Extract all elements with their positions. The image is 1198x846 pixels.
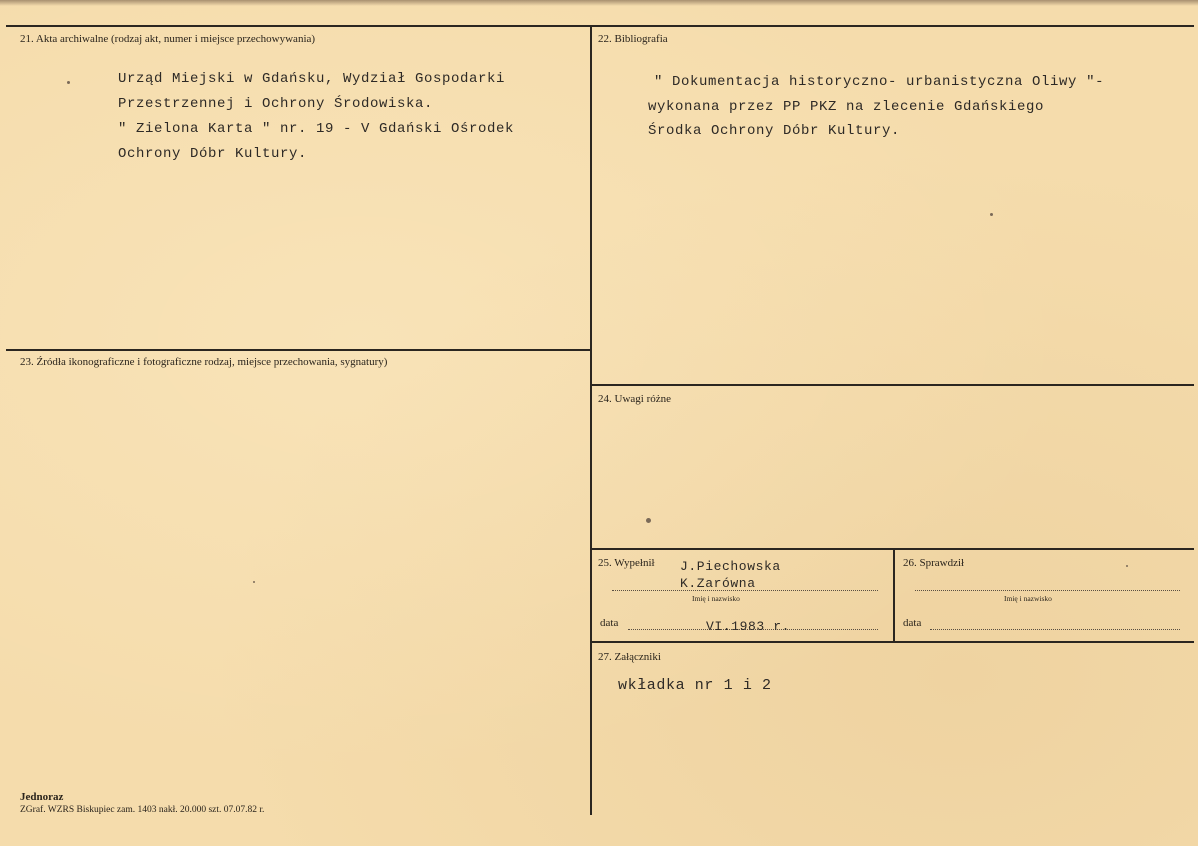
paper-speck — [990, 213, 993, 216]
section-24-label: 24. Uwagi różne — [598, 393, 672, 405]
filled-by-name-2: K.Zarówna — [680, 576, 756, 591]
section-26-label: 26. Sprawdził — [903, 557, 965, 569]
paper-speck — [253, 581, 255, 583]
bibliography-line-1: " Dokumentacja historyczno- urbanistyczna Oliwy "- — [654, 74, 1105, 90]
section-23-label: 23. Źródła ikonograficzne i fotograficzne rodzaj, miejsce przechowania, sygnatury) — [20, 356, 388, 368]
filled-by-name-1: J.Piechowska — [680, 559, 781, 574]
paper-speck — [1126, 565, 1128, 567]
divider-25-26 — [893, 548, 895, 642]
archival-line-2: Przestrzennej i Ochrony Środowiska. — [118, 96, 434, 112]
name-dotted-line-26 — [915, 590, 1180, 591]
center-divider — [590, 25, 592, 815]
rule-21-23 — [6, 349, 590, 351]
date-label-26: data — [903, 617, 922, 629]
section-22-label: 22. Bibliografia — [598, 33, 668, 45]
name-caption-25: Imię i nazwisko — [692, 594, 740, 603]
bibliography-line-2: wykonana przez PP PKZ na zlecenie Gdańskiego — [648, 99, 1045, 115]
bibliography-line-3: Środka Ochrony Dóbr Kultury. — [648, 123, 901, 139]
paper-speck — [67, 81, 70, 84]
date-label-25: data — [600, 617, 619, 629]
name-caption-26: Imię i nazwisko — [1004, 594, 1052, 603]
archival-line-3: " Zielona Karta " nr. 19 - V Gdański Ośrodek — [118, 121, 515, 137]
footer-print-info: ZGraf. WZRS Biskupiec zam. 1403 nakł. 20.000 szt. 07.07.82 r. — [20, 805, 265, 815]
section-21-label: 21. Akta archiwalne (rodzaj akt, numer i miejsce przechowywania) — [20, 33, 316, 45]
name-dotted-line-25 — [612, 590, 878, 591]
rule-25-27 — [592, 641, 1194, 643]
filled-date: VI.1983 r. — [706, 619, 791, 634]
rule-22-24 — [592, 384, 1194, 386]
archival-line-4: Ochrony Dóbr Kultury. — [118, 146, 308, 162]
card-edge — [0, 0, 1198, 6]
section-25-label: 25. Wypełnił — [598, 557, 655, 569]
footer-title: Jednoraz — [20, 791, 64, 803]
date-dotted-line-26 — [930, 629, 1180, 630]
section-27-label: 27. Załączniki — [598, 651, 661, 663]
paper-speck — [646, 518, 651, 523]
archival-line-1: Urząd Miejski w Gdańsku, Wydział Gospodarki — [118, 71, 506, 87]
top-rule — [6, 25, 1194, 27]
attachments-value: wkładka nr 1 i 2 — [618, 677, 772, 694]
